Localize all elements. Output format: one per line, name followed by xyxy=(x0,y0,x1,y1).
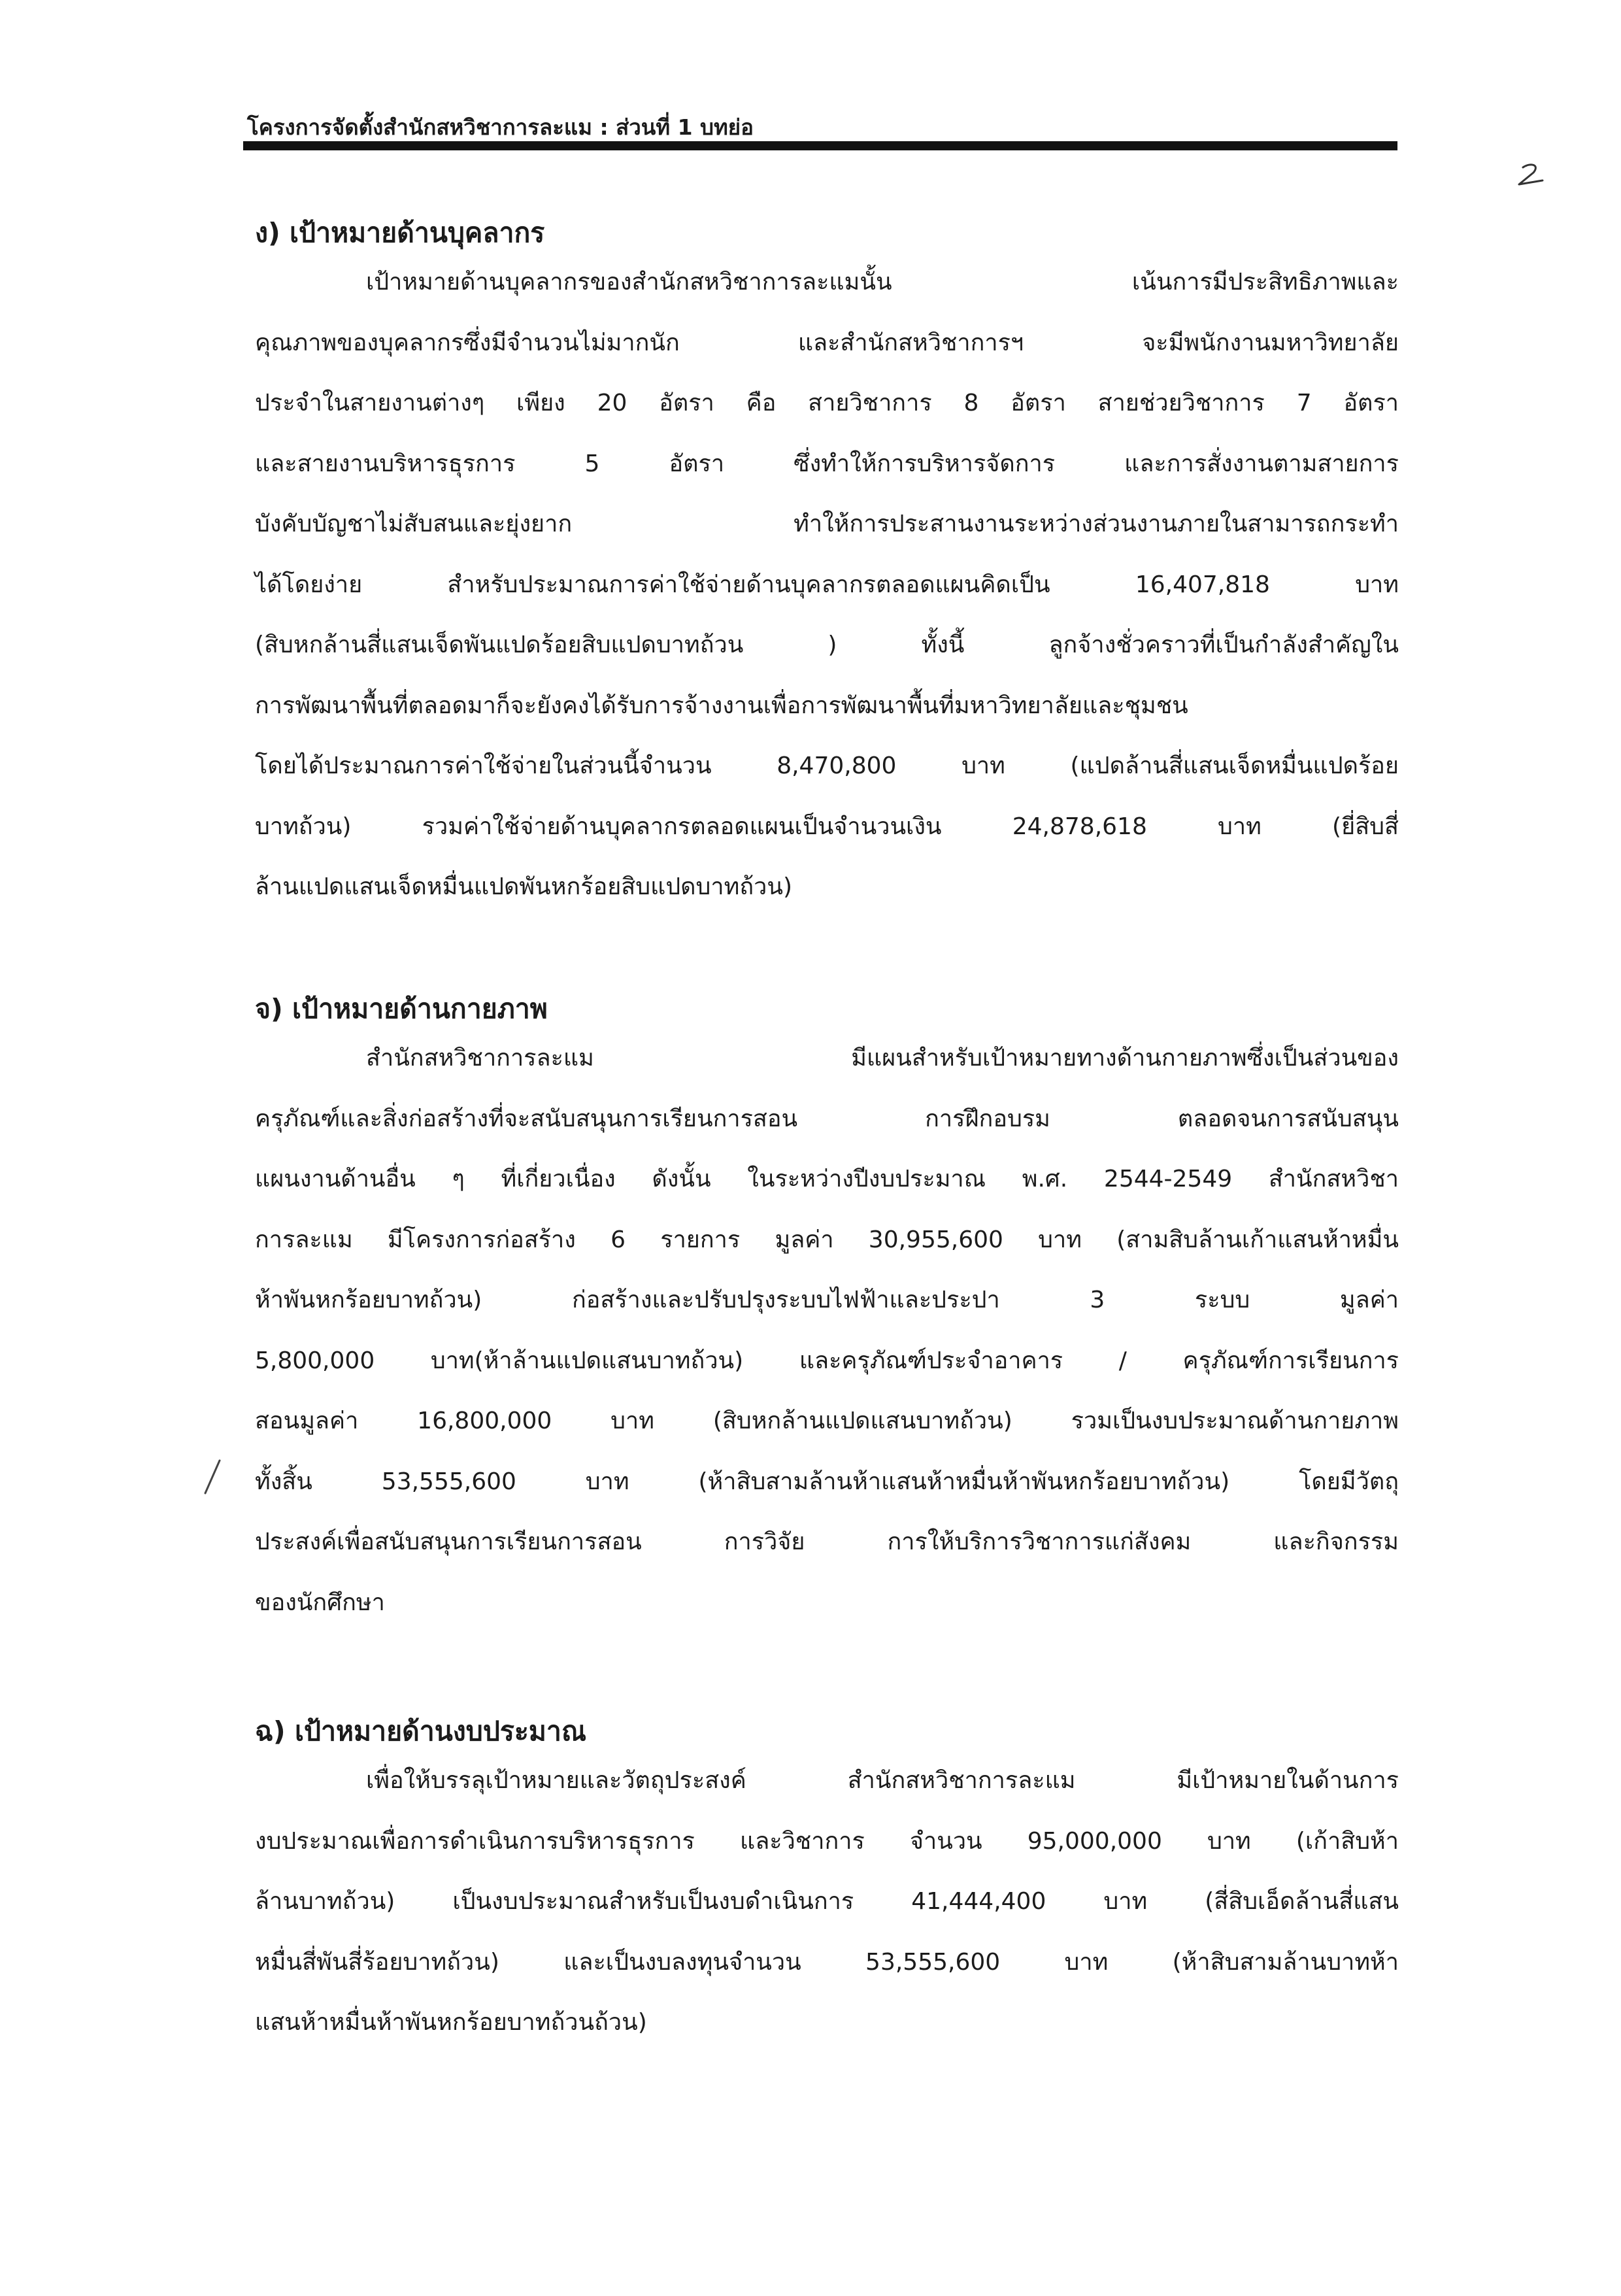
section-personnel xyxy=(255,213,1399,918)
paragraph-line: ห้าพันหกร้อยบาทถ้วน) ก่อสร้างและปรับปรุงระบบไฟฟ้าและประปา 3 ระบบ มูลค่า xyxy=(255,1287,1399,1313)
paragraph-line: หมื่นสี่พันสี่ร้อยบาทถ้วน) และเป็นงบลงทุนจำนวน 53,555,600 บาท (ห้าสิบสามล้านบาทห้า xyxy=(255,1948,1399,1976)
paragraph-line: บาทถ้วน) รวมค่าใช้จ่ายด้านบุคลากรตลอดแผนเป็นจำนวนเงิน 24,878,618 บาท (ยี่สิบสี่ xyxy=(255,813,1399,840)
paragraph-line: ของนักศึกษา xyxy=(255,1589,385,1616)
header-rule xyxy=(243,141,1397,150)
paragraph-line: เพื่อให้บรรลุเป้าหมายและวัตถุประสงค์ สำนักสหวิชาการละแม มีเป้าหมายในด้านการ xyxy=(366,1767,1399,1794)
paragraph-line: ทั้งสิ้น 53,555,600 บาท (ห้าสิบสามล้านห้าแสนห้าหมื่นห้าพันหกร้อยบาทถ้วน) โดยมีวัตถุ xyxy=(255,1468,1399,1495)
section-physical xyxy=(255,989,1399,1633)
paragraph-line: ได้โดยง่าย สำหรับประมาณการค่าใช้จ่ายด้านบุคลากรตลอดแผนคิดเป็น 16,407,818 บาท xyxy=(255,571,1399,598)
paragraph-line: บังคับบัญชาไม่สับสนและยุ่งยาก ทำให้การประสานงานระหว่างส่วนงานภายในสามารถกระทำ xyxy=(255,511,1399,537)
paragraph-line: 5,800,000 บาท(ห้าล้านแปดแสนบาทถ้วน) และครุภัณฑ์ประจำอาคาร / ครุภัณฑ์การเรียนการ xyxy=(255,1347,1399,1374)
paragraph-line: เป้าหมายด้านบุคลากรของสำนักสหวิชาการละแมนั้น เน้นการมีประสิทธิภาพและ xyxy=(366,269,1399,295)
paragraph-line: โดยได้ประมาณการค่าใช้จ่ายในส่วนนี้จำนวน 8,470,800 บาท (แปดล้านสี่แสนเจ็ดหมื่นแปดร้อย xyxy=(255,752,1399,779)
paragraph-line: การพัฒนาพื้นที่ตลอดมาก็จะยังคงได้รับการจ้างงานเพื่อการพัฒนาพื้นที่มหาวิทยาลัยและชุมชน xyxy=(255,692,1188,719)
paragraph-line: งบประมาณเพื่อการดำเนินการบริหารธุรการ และวิชาการ จำนวน 95,000,000 บาท (เก้าสิบห้า xyxy=(255,1827,1399,1855)
paragraph-line: แสนห้าหมื่นห้าพันหกร้อยบาทถ้วนถ้วน) xyxy=(255,2009,647,2036)
paragraph-line: สำนักสหวิชาการละแม มีแผนสำหรับเป้าหมายทางด้านกายภาพซึ่งเป็นส่วนของ xyxy=(366,1045,1399,1072)
paragraph-line: สอนมูลค่า 16,800,000 บาท (สิบหกล้านแปดแสนบาทถ้วน) รวมเป็นงบประมาณด้านกายภาพ xyxy=(255,1408,1399,1434)
paragraph-line: ล้านแปดแสนเจ็ดหมื่นแปดพันหกร้อยสิบแปดบาทถ้วน) xyxy=(255,873,793,900)
section-heading: จ) เป้าหมายด้านกายภาพ xyxy=(255,993,548,1024)
section-budget xyxy=(255,1712,1399,2053)
paragraph-line: ประสงค์เพื่อสนับสนุนการเรียนการสอน การวิจัย การให้บริการวิชาการแก่สังคม และกิจกรรม xyxy=(255,1528,1399,1555)
handwritten-page-number xyxy=(1514,161,1546,187)
section-heading: ฉ) เป้าหมายด้านงบประมาณ xyxy=(255,1715,586,1747)
paragraph-line: คุณภาพของบุคลากรซึ่งมีจำนวนไม่มากนัก และสำนักสหวิชาการฯ จะมีพนักงานมหาวิทยาลัย xyxy=(255,329,1399,356)
margin-pen-mark xyxy=(200,1458,226,1497)
paragraph-line: การละแม มีโครงการก่อสร้าง 6 รายการ มูลค่า 30,955,600 บาท (สามสิบล้านเก้าแสนห้าหมื่น xyxy=(255,1226,1399,1253)
running-header-title: โครงการจัดตั้งสำนักสหวิชาการละแม : ส่วนที่ 1 บทย่อ xyxy=(247,114,754,140)
paragraph-line: และสายงานบริหารธุรการ 5 อัตรา ซึ่งทำให้การบริหารจัดการ และการสั่งงานตามสายการ xyxy=(255,450,1399,477)
paragraph-line: แผนงานด้านอื่น ๆ ที่เกี่ยวเนื่อง ดังนั้น ในระหว่างปีงบประมาณ พ.ศ. 2544-2549 สำนักสหวิชา xyxy=(255,1166,1399,1192)
paragraph-line: ล้านบาทถ้วน) เป็นงบประมาณสำหรับเป็นงบดำเนินการ 41,444,400 บาท (สี่สิบเอ็ดล้านสี่แสน xyxy=(255,1888,1399,1915)
section-heading: ง) เป้าหมายด้านบุคลากร xyxy=(255,217,545,248)
paragraph-line: ครุภัณฑ์และสิ่งก่อสร้างที่จะสนับสนุนการเรียนการสอน การฝึกอบรม ตลอดจนการสนับสนุน xyxy=(255,1105,1399,1132)
paragraph-line: ประจำในสายงานต่างๆ เพียง 20 อัตรา คือ สายวิชาการ 8 อัตรา สายช่วยวิชาการ 7 อัตรา xyxy=(255,390,1399,416)
paragraph-line: (สิบหกล้านสี่แสนเจ็ดพันแปดร้อยสิบแปดบาทถ้วน ) ทั้งนี้ ลูกจ้างชั่วคราวที่เป็นกำลังสำคัญใน xyxy=(255,632,1399,658)
